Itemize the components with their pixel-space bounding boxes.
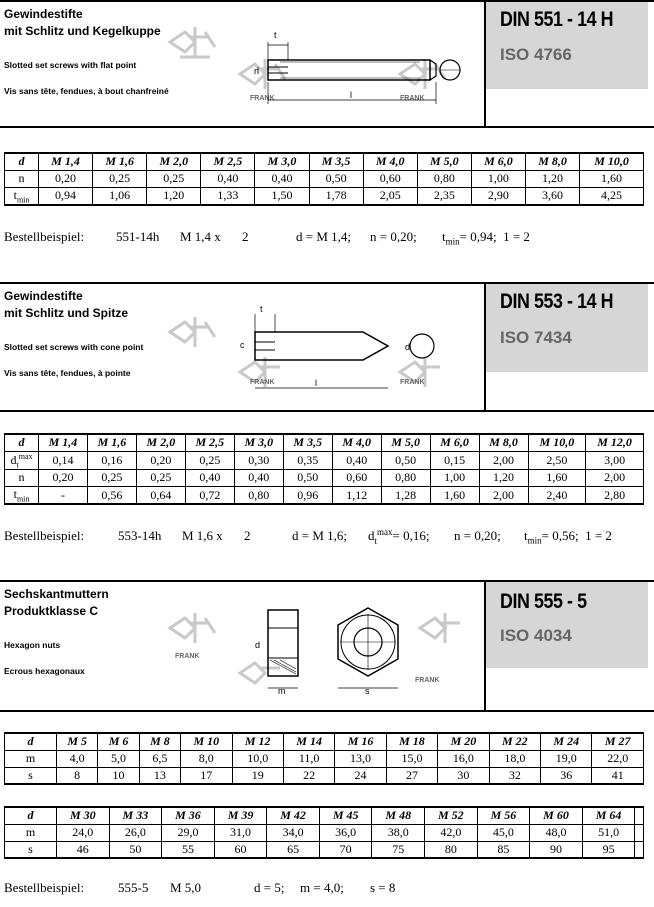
english-description: Slotted set screws with flat point xyxy=(4,60,137,70)
hexagon-nut-drawing xyxy=(150,588,480,708)
dim-label-l: l xyxy=(350,90,352,100)
din-number: DIN 555 - 5 xyxy=(500,590,587,613)
english-description: Slotted set screws with cone point xyxy=(4,342,144,352)
dimension-table-din553: d M 1,4 M 1,6 M 2,0 M 2,5 M 3,0 M 3,5 M 4,0 M 5,0 M 6,0 M 8,0 M 10,0 M 12,0 $d_t^{max}$ 0,14 0,16 0,20 0,25 0,30 0,35 0,40 0,50 0,15 2,00 2,50 3,00 n 0,20 0,25 0,25 0,40 0,40 0,50 0,60 0,80 1,00 1,20 1,60 2,00 $t_{min}$ - 0,56 0,64 0,72 0,80 0,96 1,12 1,28 1,60 2,00 2,40 2,80 xyxy=(4,433,644,505)
section-header-din555 xyxy=(0,580,654,712)
dimension-table-din551: d M 1,4 M 1,6 M 2,0 M 2,5 M 3,0 M 3,5 M 4,0 M 5,0 M 6,0 M 8,0 M 10,0 n 0,20 0,25 0,25 0,40 0,40 0,50 0,60 0,80 1,00 1,20 1,60 $t_{min}$ 0,94 1,06 1,20 1,33 1,50 1,78 2,05 2,35 2,90 3,60 4,25 xyxy=(4,152,644,206)
frank-watermark-label: FRANK xyxy=(400,95,425,102)
product-title-line1: Sechskantmuttern xyxy=(4,587,109,601)
screw-end-view xyxy=(410,334,434,358)
table-row: $t_{min}$ - 0,56 0,64 0,72 0,80 0,96 1,12 1,28 1,60 2,00 2,40 2,80 xyxy=(5,486,644,504)
frank-watermark-label: FRANK xyxy=(250,95,275,102)
dim-label-t: t xyxy=(274,30,277,40)
standard-label-box xyxy=(486,284,648,372)
product-title-line1: Gewindestifte xyxy=(4,289,83,303)
frank-logo-watermark xyxy=(170,613,460,683)
dimension-table-din555-part1: d M 5 M 6 M 8 M 10 M 12 M 14 M 16 M 18 M 20 M 22 M 24 M 27 m 4,0 5,0 6,5 8,0 10,0 11,0 13,0 15,0 16,0 18,0 19,0 22,0 s 8 10 13 17 19 22 24 27 30 32 36 41 xyxy=(4,732,644,785)
table-row: s 8 10 13 17 19 22 24 27 30 32 36 41 xyxy=(5,767,644,784)
table-row: m 24,0 26,0 29,0 31,0 34,0 36,0 38,0 42,0 45,0 48,0 51,0 xyxy=(5,824,644,841)
english-description: Hexagon nuts xyxy=(4,640,61,650)
iso-number: ISO 4034 xyxy=(500,626,572,645)
dim-label-l: l xyxy=(315,378,317,388)
dim-label-n: n xyxy=(254,66,260,76)
dim-label-c: c xyxy=(240,340,245,350)
dim-label-t: t xyxy=(260,304,263,314)
french-description: Vis sans tête, fendues, à pointe xyxy=(4,368,131,378)
nut-side-view xyxy=(268,610,298,676)
table-row: n 0,20 0,25 0,25 0,40 0,40 0,50 0,60 0,80 1,00 1,20 1,60 2,00 xyxy=(5,469,644,486)
dimension-table-din555-part2: d M 30 M 33 M 36 M 39 M 42 M 45 M 48 M 52 M 56 M 60 M 64 m 24,0 26,0 29,0 31,0 34,0 36,0 38,0 42,0 45,0 48,0 51,0 s 46 50 55 60 65 70 75 80 85 90 95 xyxy=(4,806,644,859)
order-example-din555: Bestellbeispiel: 555-5 M 5,0 d = 5; m = 4,0; s = 8 xyxy=(4,880,396,895)
table-row: $d_t^{max}$ 0,14 0,16 0,20 0,25 0,30 0,35 0,40 0,50 0,15 2,00 2,50 3,00 xyxy=(5,451,644,469)
french-description: Ecrous hexagonaux xyxy=(4,666,85,676)
iso-number: ISO 4766 xyxy=(500,45,572,64)
product-title-line2: Produktklasse C xyxy=(4,604,99,618)
dim-label-d: d xyxy=(255,640,261,650)
standard-box xyxy=(484,284,654,410)
frank-watermark-label: FRANK xyxy=(175,653,200,660)
standard-box xyxy=(484,2,654,126)
dim-label-m: m xyxy=(278,686,286,696)
frank-logo-watermark xyxy=(170,317,440,387)
table-row: s 46 50 55 60 65 70 75 80 85 90 95 xyxy=(5,841,644,858)
dim-label-s: s xyxy=(365,686,370,696)
product-title-line2: mit Schlitz und Kegelkuppe xyxy=(4,24,161,38)
din-number: DIN 553 - 14 H xyxy=(500,290,614,313)
french-description: Vis sans tête, fendues, à bout chanfreiné xyxy=(4,86,169,96)
frank-watermark-label: FRANK xyxy=(400,379,425,386)
set-screw-flat-point-drawing xyxy=(150,12,480,122)
frank-watermark-label: FRANK xyxy=(415,677,440,684)
dim-label-d: d xyxy=(405,342,411,352)
din-number: DIN 551 - 14 H xyxy=(500,8,614,31)
screw-body xyxy=(255,332,388,360)
table-row: $t_{min}$ 0,94 1,06 1,20 1,33 1,50 1,78 2,05 2,35 2,90 3,60 4,25 xyxy=(5,187,644,205)
order-example-din551: Bestellbeispiel: 551-14h M 1,4 x 2 d = M 1,4; n = 0,20; $t_{min}= 0,94$; 1 = 2 xyxy=(4,229,530,247)
iso-number: ISO 7434 xyxy=(500,328,572,347)
standard-label-box xyxy=(486,2,648,89)
product-title-line1: Gewindestifte xyxy=(4,7,83,21)
table-row: m 4,0 5,0 6,5 8,0 10,0 11,0 13,0 15,0 16,0 18,0 19,0 22,0 xyxy=(5,750,644,767)
set-screw-cone-point-drawing xyxy=(150,292,480,408)
frank-watermark-label: FRANK xyxy=(250,379,275,386)
standard-label-box xyxy=(486,582,648,668)
section-header-din551 xyxy=(0,0,654,128)
section-header-din553 xyxy=(0,282,654,412)
order-example-din553: Bestellbeispiel: 553-14h M 1,6 x 2 d = M 1,6; $d_t^{max}= 0,16$; n = 0,20; $t_{min}= 0,56$; 1 = 2 xyxy=(4,527,612,546)
table-row: n 0,20 0,25 0,25 0,40 0,40 0,50 0,60 0,80 1,00 1,20 1,60 xyxy=(5,170,644,187)
standard-box xyxy=(484,582,654,710)
product-title-line2: mit Schlitz und Spitze xyxy=(4,306,129,320)
